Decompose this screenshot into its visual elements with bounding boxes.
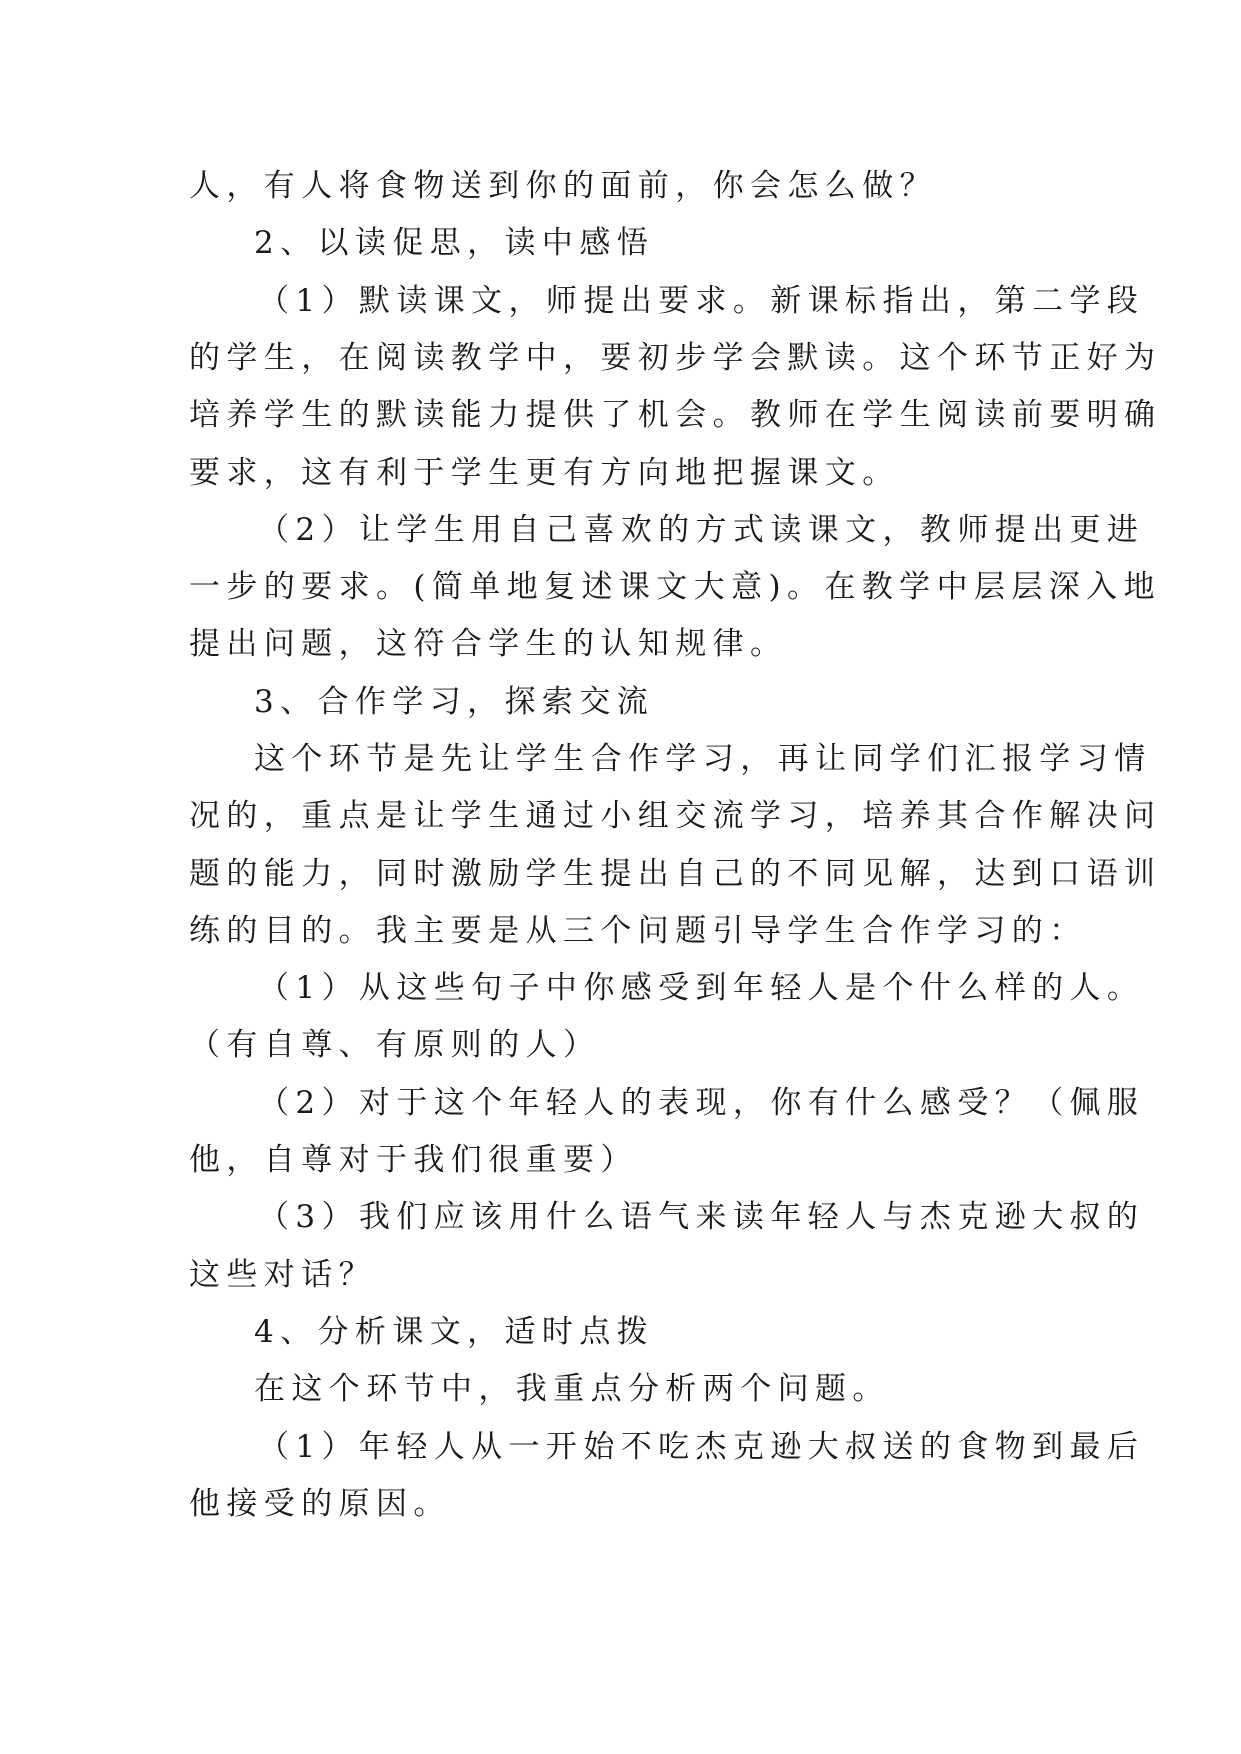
text-line: 要求，这有利于学生更有方向地把握课文。 [189,455,900,491]
text-line: （2）对于这个年轻人的表现，你有什么感受？（佩服 [258,1085,1145,1121]
text-line: （1）从这些句子中你感受到年轻人是个什么样的人。 [258,970,1145,1006]
text-line: 他接受的原因。 [189,1486,451,1522]
text-line: 练的目的。我主要是从三个问题引导学生合作学习的： [189,913,1087,949]
text-line: （2）让学生用自己喜欢的方式读课文，教师提出更进 [258,512,1145,548]
text-line: （1）默读课文，师提出要求。新课标指出，第二学段 [258,283,1145,319]
text-line: （1）年轻人从一开始不吃杰克逊大叔送的食物到最后 [258,1429,1145,1465]
text-line: 的学生，在阅读教学中，要初步学会默读。这个环节正好为 [189,340,1162,376]
text-line: 培养学生的默读能力提供了机会。教师在学生阅读前要明确 [189,397,1162,433]
text-line: 提出问题，这符合学生的认知规律。 [189,626,788,662]
text-line: 这些对话？ [189,1257,376,1293]
text-line: 他，自尊对于我们很重要） [189,1142,638,1178]
text-line: 一步的要求。(简单地复述课文大意)。在教学中层层深入地 [189,569,1161,605]
text-line: 况的，重点是让学生通过小组交流学习，培养其合作解决问 [189,798,1162,834]
section-heading: 3、合作学习，探索交流 [254,684,655,720]
text-line: 人，有人将食物送到你的面前，你会怎么做？ [189,168,937,204]
text-line: 这个环节是先让学生合作学习，再让同学们汇报学习情 [254,741,1152,777]
section-heading: 2、以读促思，读中感悟 [254,225,655,261]
text-line: 题的能力，同时激励学生提出自己的不同见解，达到口语训 [189,856,1162,892]
text-line: （有自尊、有原则的人） [189,1027,601,1063]
text-line: （3）我们应该用什么语气来读年轻人与杰克逊大叔的 [258,1199,1145,1235]
section-heading: 4、分析课文，适时点拨 [254,1314,655,1350]
text-line: 在这个环节中，我重点分析两个问题。 [254,1371,890,1407]
